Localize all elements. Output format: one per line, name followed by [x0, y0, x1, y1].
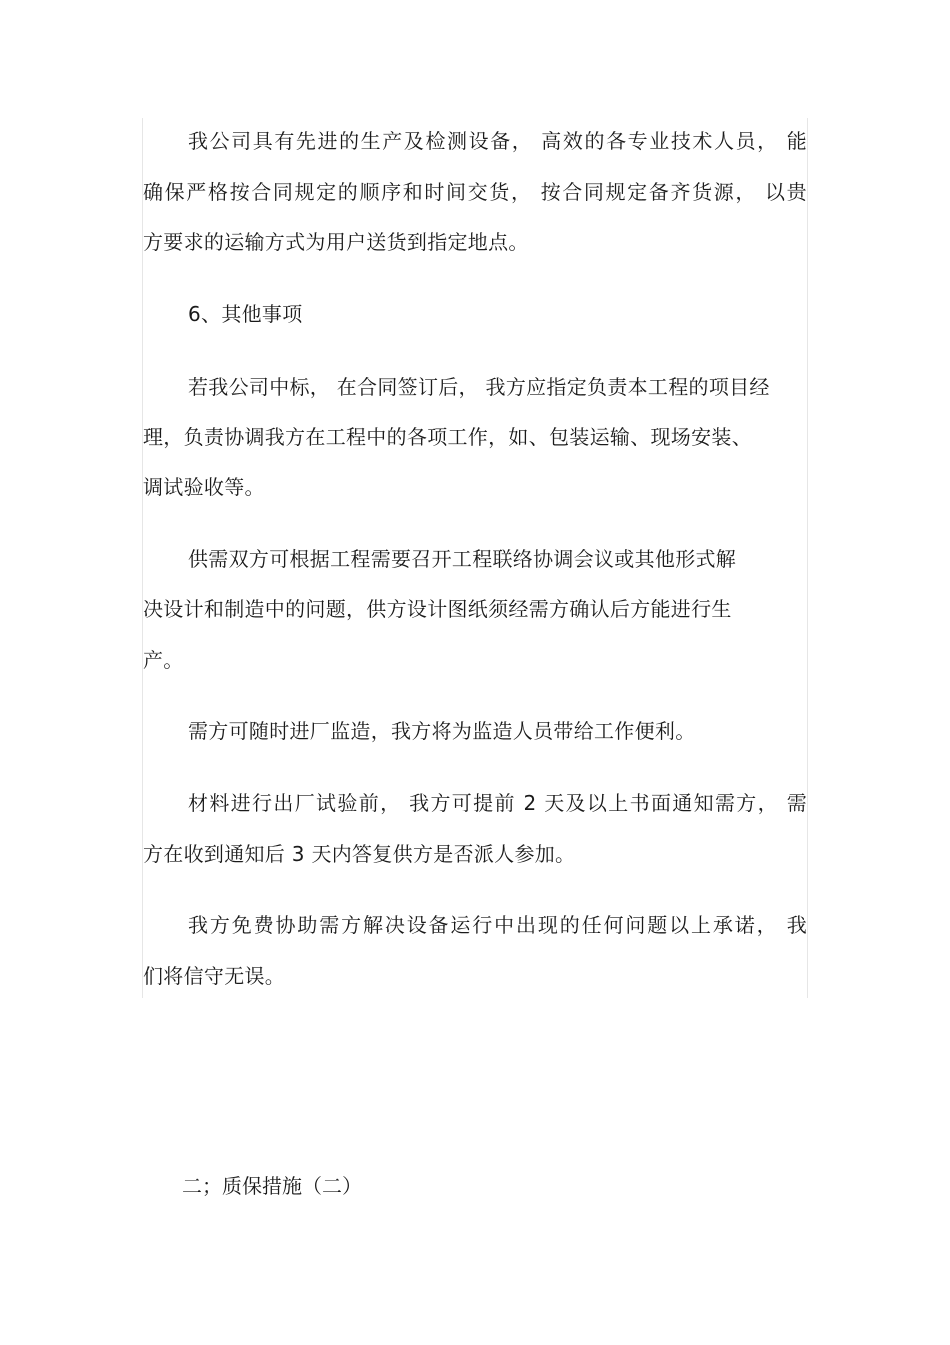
paragraph-1-line-2: 确保严格按合同规定的顺序和时间交货， 按合同规定备齐货源， 以贵: [143, 180, 807, 204]
paragraph-1-line-3: 方要求的运输方式为用户送货到指定地点。: [143, 230, 529, 254]
subheading-other-matters: 6、其他事项: [188, 302, 303, 326]
paragraph-4-line-3: 产。: [143, 648, 184, 672]
paragraph-5-line-1: 需方可随时进厂监造，我方将为监造人员带给工作便利。: [188, 719, 696, 743]
paragraph-7-line-2: 们将信守无误。: [143, 964, 286, 988]
paragraph-6-line-2: 方在收到通知后 3 天内答复供方是否派人参加。: [143, 842, 576, 866]
paragraph-7-line-1: 我方免费协助需方解决设备运行中出现的任何问题以上承诺， 我: [188, 913, 807, 937]
paragraph-3-line-2: 理，负责协调我方在工程中的各项工作，如、包装运输、现场安装、: [143, 425, 752, 449]
paragraph-3-line-1: 若我公司中标， 在合同签订后， 我方应指定负责本工程的项目经: [188, 375, 770, 399]
paragraph-4-line-1: 供需双方可根据工程需要召开工程联络协调会议或其他形式解: [188, 547, 737, 571]
paragraph-3-line-3: 调试验收等。: [143, 475, 265, 499]
paragraph-1-line-1: 我公司具有先进的生产及检测设备， 高效的各专业技术人员， 能: [188, 129, 807, 153]
paragraph-6-line-1: 材料进行出厂试验前， 我方可提前 2 天及以上书面通知需方， 需: [188, 791, 807, 815]
paragraph-4-line-2: 决设计和制造中的问题，供方设计图纸须经需方确认后方能进行生: [143, 597, 732, 621]
section-heading-quality-measures: 二；质保措施（二）: [182, 1174, 362, 1198]
